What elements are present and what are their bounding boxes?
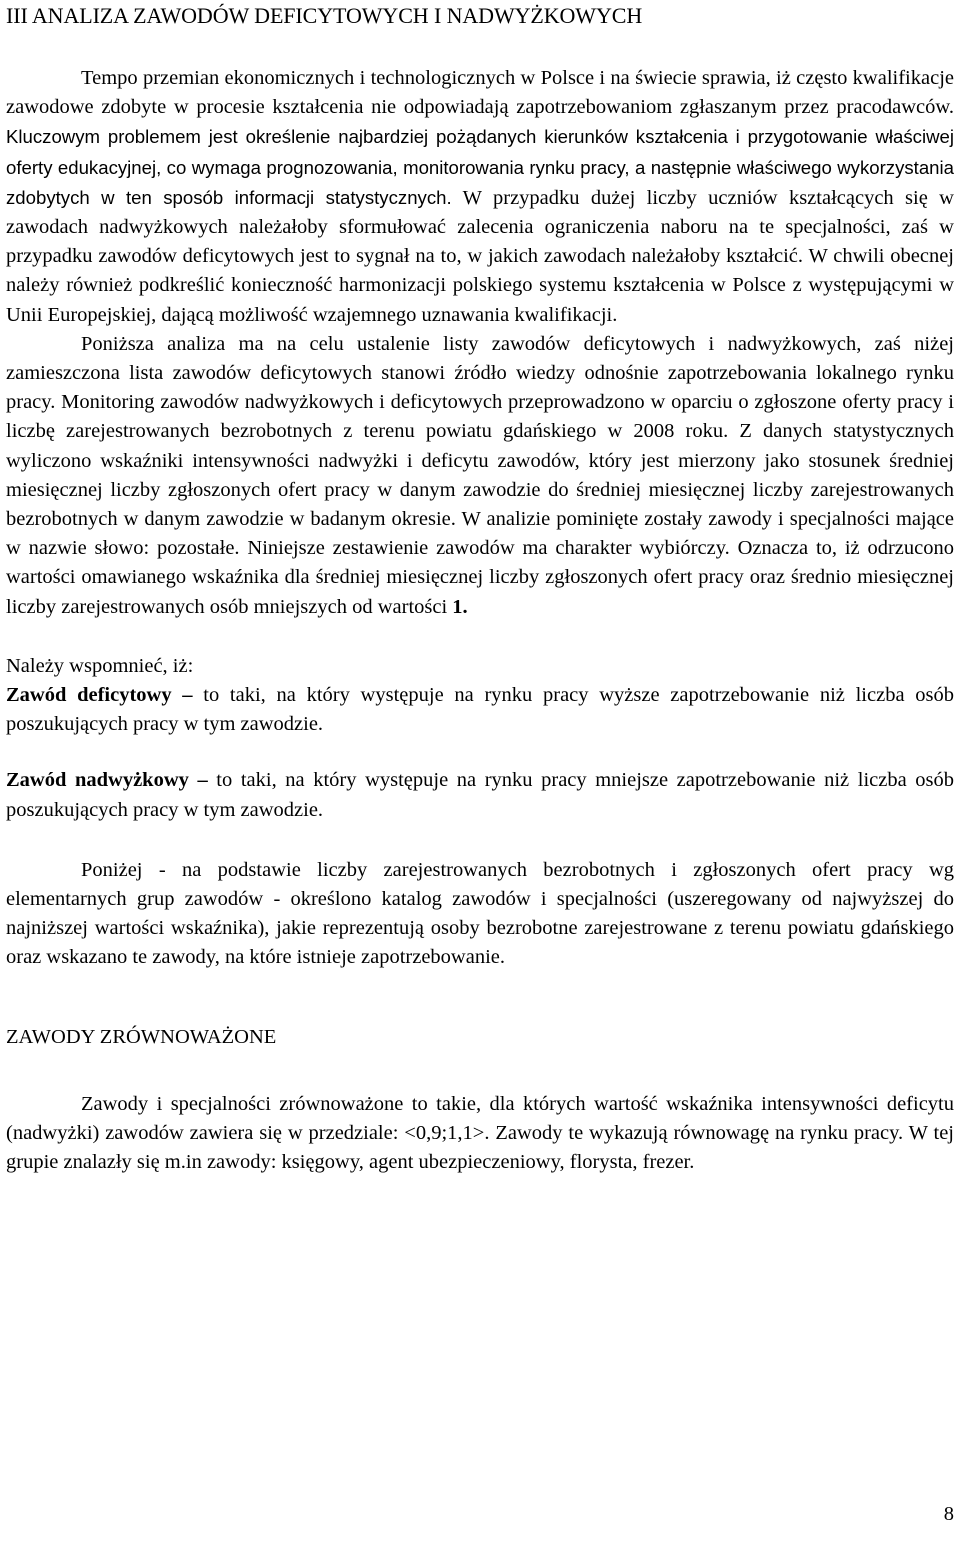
page-number: 8: [943, 1503, 954, 1525]
section-heading: III ANALIZA ZAWODÓW DEFICYTOWYCH I NADWYŻKOWYCH: [6, 3, 643, 28]
intro-text-serif: Tempo przemian ekonomicznych i technologicznych w Polsce i na świecie sprawia, iż często kwalifikacje zawodowe zdobyte w procesie kształcenia nie odpowiadają zapotrzebowaniom zgłaszanym przez pracodawców.: [6, 67, 954, 119]
intro-text-sans: Kluczowym problemem jest określenie najbardziej pożądanych kierunków kształcenia i przygotowanie właściwej oferty edukacyjnej, co wymaga prognozowania, monitorowania rynku pracy, a następnie właściwego wykorzystania zdobytych w ten sposób informacji statystycznych.: [6, 126, 954, 208]
document-page: [6, 0, 954, 1177]
definition-nadwyzka: [6, 766, 954, 824]
intro-text-serif-2: W przypadku dużej liczby uczniów kształcących się w zawodach nadwyżkowych należałoby sformułować zalecenia ograniczenia naboru na te specjalności, zaś w przypadku zawodów deficytowych jest to sygnał na to, w jakich zawodach należałoby kształcić. W chwili obecnej należy również podkreślić konieczność harmonizacji polskiego systemu kształcenia w Polsce z występującymi w Unii Europejskiej, dającą możliwość wzajemnego uznawania kwalifikacji.: [6, 186, 954, 326]
analysis-paragraph: [6, 330, 954, 622]
definition-term-deficyt: Zawód deficytowy –: [6, 684, 193, 707]
definition-text-nadwyzka: to taki, na który występuje na rynku pracy mniejsze zapotrzebowanie niż liczba osób poszukujących pracy w tym zawodzie.: [6, 769, 954, 821]
balanced-paragraph: Zawody i specjalności zrównoważone to takie, dla których wartość wskaźnika intensywności deficytu (nadwyżki) zawodów zawiera się w przedziale: <0,9;1,1>. Zawody te wykazują równowagę na rynku pracy. W tej grupie znalazły się m.in zawody: księgowy, agent ubezpieczeniowy, florysta, frezer.: [6, 1092, 954, 1174]
intro-paragraph: [6, 64, 954, 330]
definition-term-nadwyzka: Zawód nadwyżkowy –: [6, 769, 208, 792]
definition-text-deficyt: to taki, na który występuje na rynku pracy wyższe zapotrzebowanie niż liczba osób poszukujących pracy w tym zawodzie.: [6, 684, 954, 736]
analysis-text: Poniższa analiza ma na celu ustalenie listy zawodów deficytowych i nadwyżkowych, zaś niżej zamieszczona lista zawodów deficytowych stanowi źródło wiedzy odnośnie zapotrzebowania lokalnego rynku pracy. Monitoring zawodów nadwyżkowych i deficytowych przeprowadzono w oparciu o zgłoszone oferty pracy i liczbę zarejestrowanych bezrobotnych z terenu powiatu gdańskiego w 2008 roku. Z danych statystycznych wyliczono wskaźniki intensywności nadwyżki i deficytu zawodów, który jest mierzony jako stosunek średniej miesięcznej liczby zgłoszonych ofert pracy w danym zawodzie do średniej miesięcznej liczby zarejestrowanych bezrobotnych w danym zawodzie w badanym okresie. W analizie pominięte zostały zawody i specjalności mające w nazwie słowo: pozostałe. Niniejsze zestawienie zawodów ma charakter wybiórczy. Oznacza to, iż odrzucono wartości omawianego wskaźnika dla średniej miesięcznej liczby zgłoszonych ofert pracy oraz średnio miesięcznej liczby zarejestrowanych osób mniejszych od wartości: [6, 332, 954, 618]
note-intro: Należy wspomnieć, iż:: [6, 654, 194, 677]
analysis-bold-value: 1.: [452, 595, 468, 618]
catalog-paragraph: Poniżej - na podstawie liczby zarejestrowanych bezrobotnych i zgłoszonych ofert pracy wg elementarnych grup zawodów - określono katalog zawodów i specjalności (uszeregowany od najwyższej do najniższej wartości wskaźnika), jakie reprezentują osoby bezrobotne zarejestrowane z terenu powiatu gdańskiego oraz wskazano te zawody, na które istnieje zapotrzebowanie.: [6, 858, 954, 969]
subsection-heading: ZAWODY ZRÓWNOWAŻONE: [6, 1025, 277, 1048]
definition-deficyt: [6, 681, 954, 739]
